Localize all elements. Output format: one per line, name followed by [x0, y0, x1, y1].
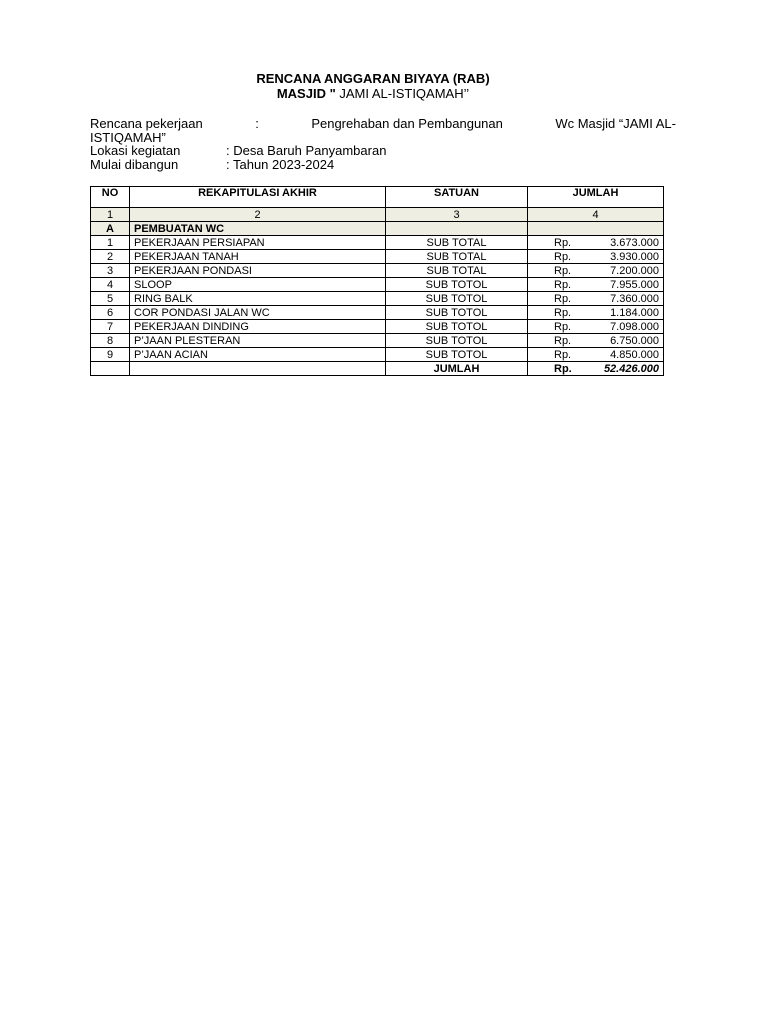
row-name: PEKERJAAN PONDASI	[130, 264, 386, 278]
row-name: COR PONDASI JALAN WC	[130, 306, 386, 320]
row-amount-cell	[528, 236, 664, 250]
work-label: Rencana pekerjaan	[90, 116, 203, 131]
table-row	[91, 334, 664, 348]
row-amount-cell	[528, 320, 664, 334]
table-row	[91, 348, 664, 362]
row-name: PEKERJAAN DINDING	[130, 320, 386, 334]
work-value-line2: ISTIQAMAH”	[90, 130, 166, 145]
col-number: 2	[130, 208, 386, 222]
work-value-part1: Pengrehaban dan Pembangunan	[311, 116, 503, 131]
row-amount-cell	[528, 250, 664, 264]
row-no: 4	[91, 278, 130, 292]
row-amount-cell	[528, 278, 664, 292]
row-amount-cell	[528, 264, 664, 278]
col-number: 4	[528, 208, 664, 222]
row-currency: Rp.	[554, 236, 572, 249]
row-currency: Rp.	[554, 250, 572, 263]
location-label: Lokasi kegiatan	[90, 143, 181, 158]
row-currency: Rp.	[554, 306, 572, 319]
row-amount: 4.850.000	[610, 348, 659, 361]
total-label: JUMLAH	[386, 362, 528, 376]
row-name: SLOOP	[130, 278, 386, 292]
table-header-row	[91, 187, 664, 208]
rab-table	[90, 186, 664, 376]
start-value: : Tahun 2023-2024	[226, 157, 335, 172]
table-row	[91, 250, 664, 264]
row-amount-cell	[528, 334, 664, 348]
total-amount: 52.426.000	[603, 362, 659, 375]
row-unit: SUB TOTAL	[386, 236, 528, 250]
row-unit: SUB TOTOL	[386, 348, 528, 362]
location-info	[90, 144, 386, 158]
row-name: PEKERJAAN TANAH	[130, 250, 386, 264]
document-title: RENCANA ANGGARAN BIYAYA (RAB)	[256, 71, 490, 86]
location-value: : Desa Baruh Panyambaran	[226, 143, 387, 158]
subtitle-rest-part: JAMI AL-ISTIQAMAH’’	[335, 86, 470, 101]
table-row	[91, 306, 664, 320]
document-subtitle	[0, 86, 746, 101]
header-recap: REKAPITULASI AKHIR	[130, 187, 386, 208]
work-plan-info	[90, 117, 676, 145]
row-amount-cell	[528, 292, 664, 306]
row-amount: 6.750.000	[610, 334, 659, 347]
row-currency: Rp.	[554, 348, 572, 361]
section-row	[91, 222, 664, 236]
row-currency: Rp.	[554, 334, 572, 347]
row-currency: Rp.	[554, 264, 572, 277]
row-amount: 7.955.000	[610, 278, 659, 291]
row-amount: 3.673.000	[610, 236, 659, 249]
section-empty-cell	[386, 222, 528, 236]
total-currency: Rp.	[554, 362, 572, 375]
work-separator: :	[255, 116, 259, 131]
row-unit: SUB TOTOL	[386, 334, 528, 348]
row-unit: SUB TOTAL	[386, 264, 528, 278]
row-amount: 3.930.000	[610, 250, 659, 263]
start-info	[90, 158, 334, 172]
row-currency: Rp.	[554, 320, 572, 333]
row-currency: Rp.	[554, 278, 572, 291]
row-unit: SUB TOTOL	[386, 292, 528, 306]
row-no: 1	[91, 236, 130, 250]
total-row	[91, 362, 664, 376]
row-no: 6	[91, 306, 130, 320]
row-no: 5	[91, 292, 130, 306]
work-value-part2: Wc Masjid “JAMI AL-	[555, 116, 676, 131]
row-name: RING BALK	[130, 292, 386, 306]
table-row	[91, 278, 664, 292]
subtitle-bold-part: MASJID "	[276, 86, 336, 101]
table-row	[91, 236, 664, 250]
start-label: Mulai dibangun	[90, 157, 179, 172]
row-name: P’JAAN ACIAN	[130, 348, 386, 362]
row-name: PEKERJAAN PERSIAPAN	[130, 236, 386, 250]
row-no: 3	[91, 264, 130, 278]
row-unit: SUB TOTOL	[386, 306, 528, 320]
header-no: NO	[91, 187, 130, 208]
table-row	[91, 320, 664, 334]
column-number-row	[91, 208, 664, 222]
header-unit: SATUAN	[386, 187, 528, 208]
col-number: 3	[386, 208, 528, 222]
table-row	[91, 292, 664, 306]
row-currency: Rp.	[554, 292, 572, 305]
row-name: P’JAAN PLESTERAN	[130, 334, 386, 348]
total-amount-cell	[528, 362, 664, 376]
row-amount: 7.200.000	[610, 264, 659, 277]
row-unit: SUB TOTOL	[386, 320, 528, 334]
section-empty-cell	[528, 222, 664, 236]
row-amount: 7.098.000	[610, 320, 659, 333]
section-code: A	[91, 222, 130, 236]
row-no: 9	[91, 348, 130, 362]
row-amount-cell	[528, 306, 664, 320]
row-amount-cell	[528, 348, 664, 362]
row-unit: SUB TOTOL	[386, 278, 528, 292]
row-no: 8	[91, 334, 130, 348]
header-amount: JUMLAH	[528, 187, 664, 208]
row-amount: 1.184.000	[610, 306, 659, 319]
row-no: 2	[91, 250, 130, 264]
col-number: 1	[91, 208, 130, 222]
row-amount: 7.360.000	[610, 292, 659, 305]
total-empty-cell	[91, 362, 130, 376]
row-unit: SUB TOTAL	[386, 250, 528, 264]
section-name: PEMBUATAN WC	[130, 222, 386, 236]
row-no: 7	[91, 320, 130, 334]
table-row	[91, 264, 664, 278]
total-empty-cell	[130, 362, 386, 376]
